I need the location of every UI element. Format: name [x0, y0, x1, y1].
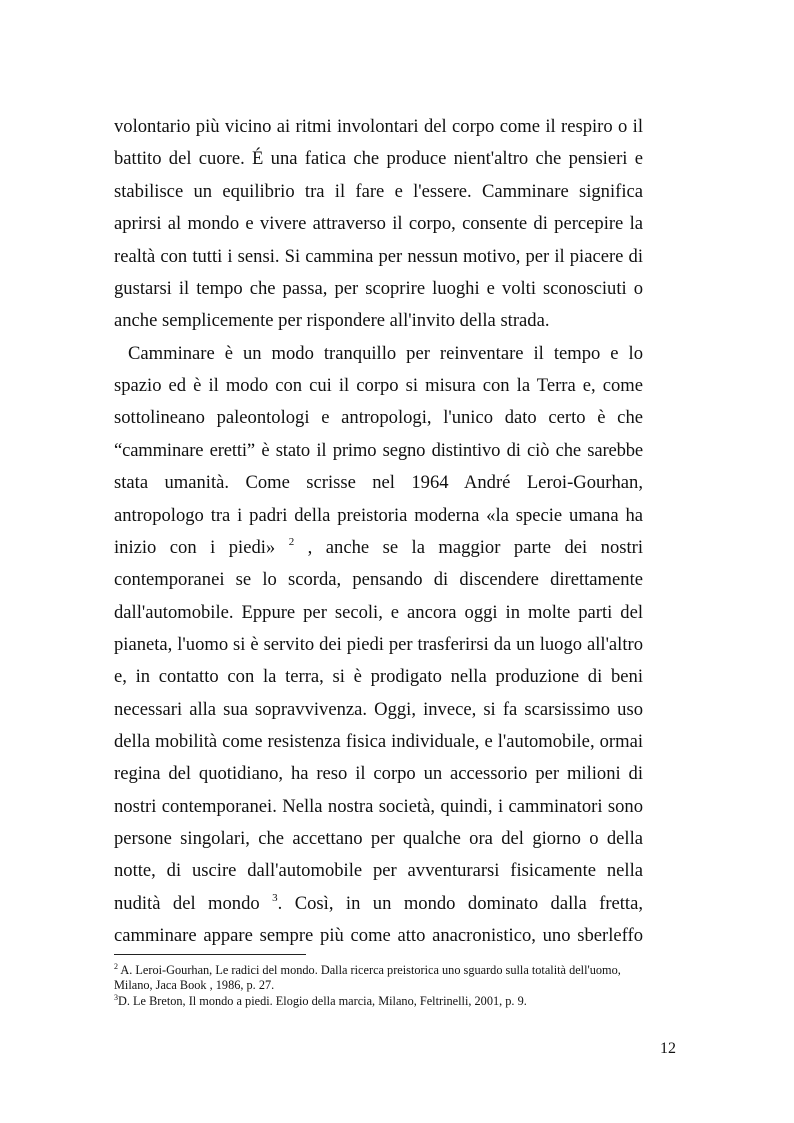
body-line: gustarsi il tempo che passa, per scoprire luoghi e volti sconosciuti o	[114, 278, 643, 299]
footnote-ref[interactable]: 3	[272, 892, 278, 904]
body-line: spazio ed è il modo con cui il corpo si misura con la Terra e, come	[114, 375, 643, 396]
body-line: notte, di uscire dall'automobile per avventurarsi fisicamente nella	[114, 860, 643, 881]
body-line: persone singolari, che accettano per qualche ora del giorno o della	[114, 828, 643, 849]
page-number: 12	[660, 1040, 676, 1057]
body-line: battito del cuore. É una fatica che produce nient'altro che pensieri e	[114, 148, 643, 169]
body-line: Camminare è un modo tranquillo per reinventare il tempo e lo	[128, 343, 643, 364]
footnote-text: D. Le Breton, Il mondo a piedi. Elogio della marcia, Milano, Feltrinelli, 2001, p. 9.	[118, 994, 527, 1008]
body-line: anche semplicemente per rispondere all'invito della strada.	[114, 310, 550, 331]
body-line: della mobilità come resistenza fisica individuale, e l'automobile, ormai	[114, 731, 643, 752]
footnote-text: A. Leroi-Gourhan, Le radici del mondo. Dalla ricerca preistorica uno sguardo sulla totalità dell'uomo,	[118, 963, 621, 977]
body-line: antropologo tra i padri della preistoria moderna «la specie umana ha	[114, 505, 643, 526]
body-line: aprirsi al mondo e vivere attraverso il corpo, consente di percepire la	[114, 213, 643, 234]
footnote	[114, 994, 674, 1009]
body-line: nostri contemporanei. Nella nostra società, quindi, i camminatori sono	[114, 796, 643, 817]
body-text: nudità del mondo	[114, 893, 260, 914]
body-line: volontario più vicino ai ritmi involontari del corpo come il respiro o il	[114, 116, 643, 137]
body-text: inizio con i piedi»	[114, 537, 276, 558]
body-line-with-footnote-ref	[114, 536, 643, 560]
body-line: dall'automobile. Eppure per secoli, e ancora oggi in molte parti del	[114, 602, 643, 623]
body-line: pianeta, l'uomo si è servito dei piedi per trasferirsi da un luogo all'altro	[114, 634, 643, 655]
footnote-number: 3	[114, 993, 118, 1002]
body-line: “camminare eretti” è stato il primo segno distintivo di ciò che sarebbe	[114, 440, 643, 461]
footnote	[114, 963, 674, 978]
footnote-ref[interactable]: 2	[288, 536, 295, 548]
body-line: realtà con tutti i sensi. Si cammina per nessun motivo, per il piacere di	[114, 246, 643, 267]
footnote-number: 2	[114, 962, 118, 971]
body-text: , anche se la maggior parte dei nostri	[307, 537, 644, 558]
body-line: stabilisce un equilibrio tra il fare e l'essere. Camminare significa	[114, 181, 643, 202]
body-line: stata umanità. Come scrisse nel 1964 André Leroi-Gourhan,	[114, 472, 643, 493]
body-line: necessari alla sua sopravvivenza. Oggi, invece, si fa scarsissimo uso	[114, 699, 643, 720]
body-line: e, in contatto con la terra, si è prodigato nella produzione di beni	[114, 666, 643, 687]
body-line: sottolineano paleontologi e antropologi, l'unico dato certo è che	[114, 407, 643, 428]
body-text: . Così, in un mondo dominato dalla fretta,	[277, 893, 643, 914]
body-line: contemporanei se lo scorda, pensando di discendere direttamente	[114, 569, 643, 590]
footnote-separator	[114, 954, 306, 955]
body-line-with-footnote-ref	[114, 892, 643, 916]
body-line: regina del quotidiano, ha reso il corpo un accessorio per milioni di	[114, 763, 643, 784]
footnote-continuation: Milano, Jaca Book , 1986, p. 27.	[114, 978, 275, 992]
body-line: camminare appare sempre più come atto anacronistico, uno sberleffo	[114, 925, 643, 946]
